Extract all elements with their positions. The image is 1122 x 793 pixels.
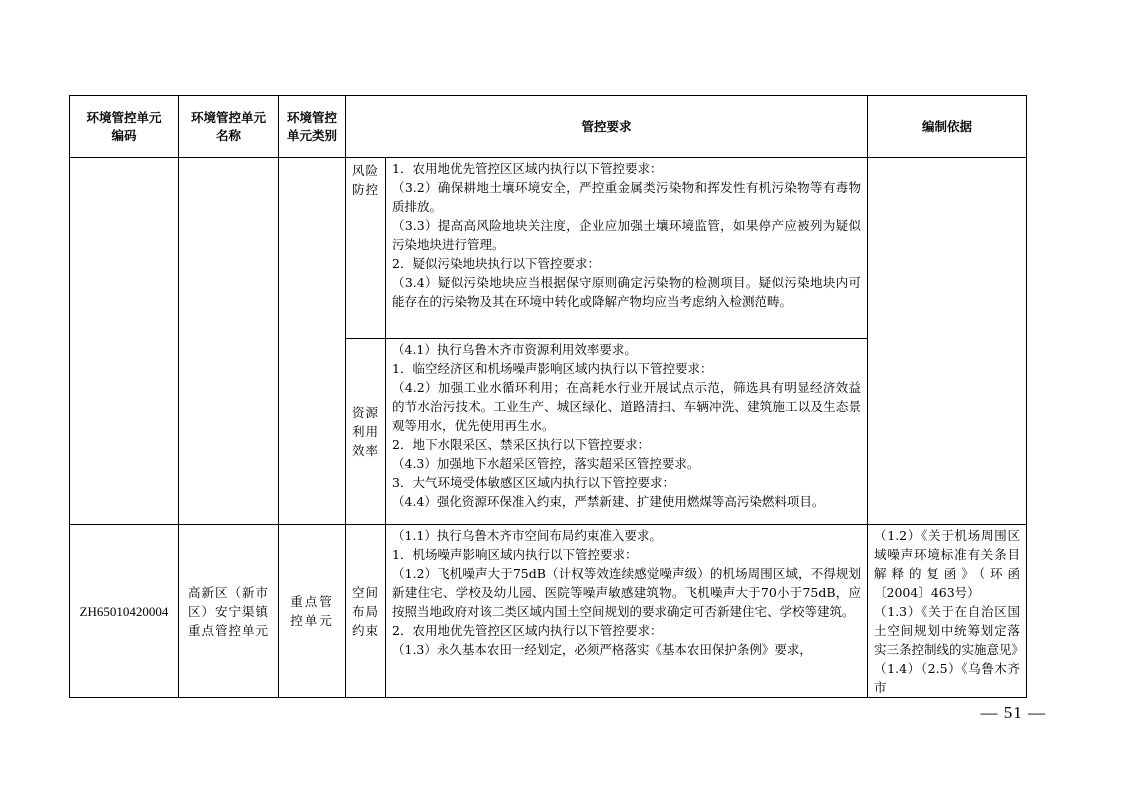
unit-code: ZH65010420004	[70, 525, 179, 698]
basis-line: （1.2）《关于机场周围区域噪声环境标准有关条目解释的复函》（环函〔2004〕463号）	[874, 528, 1021, 600]
page-number: — 51 —	[980, 703, 1046, 722]
unit-row	[70, 525, 1027, 698]
unit-category: 重点管控单元	[279, 525, 346, 698]
resource-line: （4.3）加强地下水超采区管控，落实超采区管控要求。	[392, 456, 700, 471]
empty-name-cell	[179, 158, 279, 525]
unit-line: （1.3）永久基本农田一经划定，必须严格落实《基本农田保护条例》要求，	[392, 642, 812, 657]
risk-line: 1．农用地优先管控区区域内执行以下管控要求：	[392, 161, 663, 176]
resource-line: （4.2）加强工业水循环利用；在高耗水行业开展试点示范，筛选具有明显经济效益的节水治污技术。工业生产、城区绿化、道路清扫、车辆冲洗、建筑施工以及生态景观等用水，优先使用再生水。	[392, 380, 862, 433]
risk-line: （3.3）提高高风险地块关注度，企业应加强土壤环境监管，如果停产应被列为疑似污染地块进行管理。	[392, 218, 862, 252]
unit-label: 空间布局约束	[346, 525, 386, 698]
unit-requirements	[386, 525, 868, 698]
risk-line: （3.2）确保耕地土壤环境安全，严控重金属类污染物和挥发性有机污染物等有毒物质排放。	[392, 180, 862, 214]
resource-requirements	[386, 339, 868, 525]
risk-row	[70, 158, 1027, 339]
basis-line: （1.3）《关于在自治区国土空间规划中统筹划定落实三条控制线的实施意见》	[874, 604, 1025, 657]
unit-line: 2．农用地优先管控区区域内执行以下管控要求：	[392, 623, 663, 638]
resource-line: 3．大气环境受体敏感区区域内执行以下管控要求：	[392, 475, 675, 490]
header-basis: 编制依据	[868, 96, 1027, 158]
unit-line: （1.1）执行乌鲁木齐市空间布局约束准入要求。	[392, 528, 662, 543]
empty-code-cell	[70, 158, 179, 525]
resource-line: 2．地下水限采区、禁采区执行以下管控要求：	[392, 437, 650, 452]
risk-line: （3.4）疑似污染地块应当根据保守原则确定污染物的检测项目。疑似污染地块内可能存在的污染物及其在环境中转化或降解产物均应当考虑纳入检测范畴。	[392, 275, 862, 309]
control-table	[69, 95, 1027, 698]
header-row	[70, 96, 1027, 158]
resource-line: 1．临空经济区和机场噪声影响区域内执行以下管控要求：	[392, 361, 713, 376]
unit-line: 1．机场噪声影响区域内执行以下管控要求：	[392, 547, 638, 562]
unit-basis	[868, 525, 1027, 698]
unit-line: （1.2）飞机噪声大于75dB（计权等效连续感觉噪声级）的机场周围区域，不得规划新建住宅、学校及幼儿园、医院等噪声敏感建筑物。飞机噪声大于70小于75dB，应按照当地政府对该二类区域内国土空间规划的要求确定可否新建住宅、学校等建筑。	[392, 566, 862, 619]
basis-line: （1.4）（2.5）《乌鲁木齐市	[874, 661, 1021, 695]
resource-label: 资源利用效率	[346, 339, 386, 525]
header-requirements: 管控要求	[346, 96, 868, 158]
empty-basis-cell	[868, 158, 1027, 525]
risk-line: 2．疑似污染地块执行以下管控要求：	[392, 256, 600, 271]
header-category: 环境管控单元类别	[279, 96, 346, 158]
unit-name: 高新区（新市区）安宁渠镇重点管控单元	[179, 525, 279, 698]
empty-category-cell	[279, 158, 346, 525]
header-code: 环境管控单元编码	[70, 96, 179, 158]
header-name: 环境管控单元名称	[179, 96, 279, 158]
risk-label: 风险防控	[346, 158, 386, 339]
resource-line: （4.4）强化资源环保准入约束，严禁新建、扩建使用燃煤等高污染燃料项目。	[392, 494, 825, 509]
risk-requirements	[386, 158, 868, 339]
resource-line: （4.1）执行乌鲁木齐市资源利用效率要求。	[392, 342, 637, 357]
